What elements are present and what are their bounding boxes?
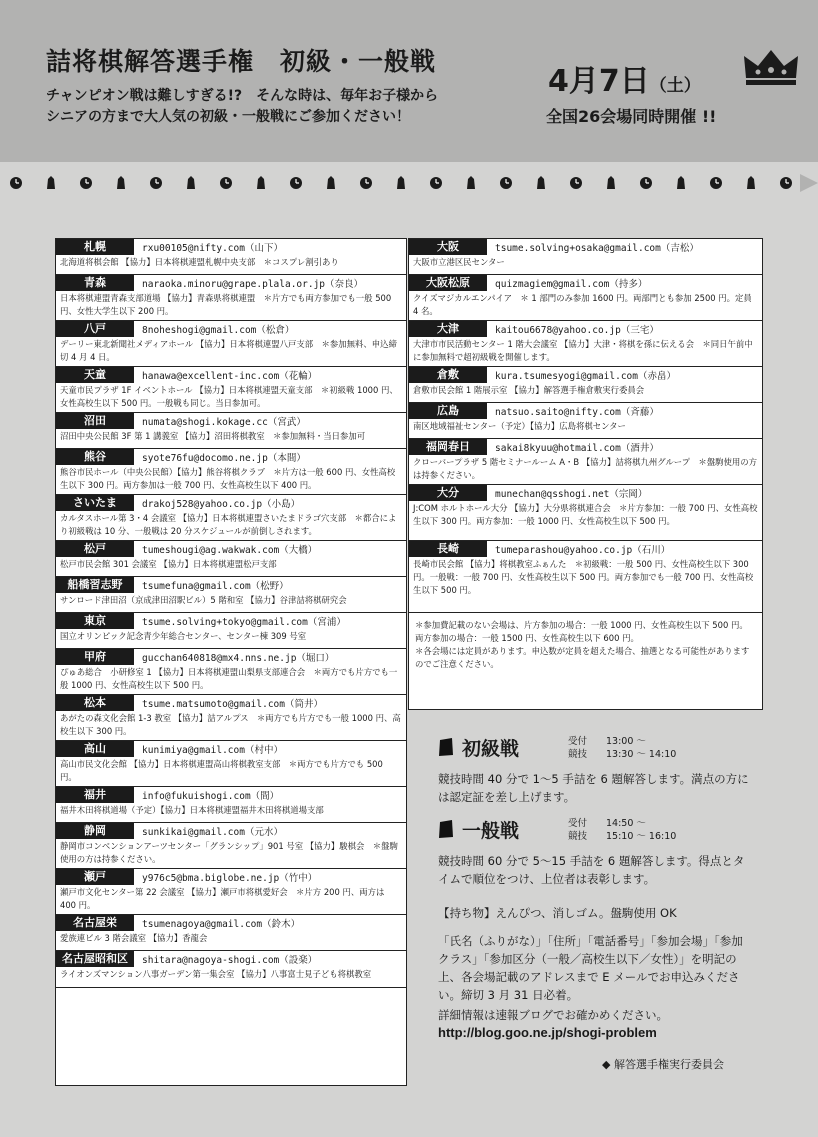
venue-row [409,321,762,367]
flag-icon [438,738,454,756]
beginner-competition: 競技 13:30 〜 14:10 [568,749,677,760]
venue-head [56,541,406,557]
pawn-icon [47,176,55,189]
general-competition: 競技 15:10 〜 16:10 [568,831,677,842]
more-info: 詳細情報は速報ブログでお確かめください。 [438,1008,668,1022]
venue-email[interactable]: drakoj528@yahoo.co.jp（小島） [142,499,301,510]
venue-city: 甲府 [56,649,134,665]
beginner-title: 初級戦 [462,738,520,760]
venue-head [56,495,406,511]
clock-strip [0,170,818,196]
venue-email[interactable]: info@fukuishogi.com（間） [142,791,280,802]
venue-detail: 瀬戸市文化センター第 22 会議室 【協力】瀬戸市将棋愛好会 ＊片方 200 円、両方は 400 円。 [60,887,385,910]
pawn-icon [747,176,755,189]
beginner-reception: 受付 13:00 〜 [568,736,646,747]
lead-text: チャンピオン戦は難しすぎる!? そんな時は、毎年お子様から シニアの方まで大人気の初級・一般戦にご参加ください！ [46,88,439,125]
venue-row [56,649,406,695]
venue-row [56,695,406,741]
pawn-icon [607,176,615,189]
venue-city: 瀬戸 [56,869,134,885]
venue-city: 船橋習志野 [56,577,134,593]
organizer [602,1056,724,1072]
venue-city: 福岡春日 [409,439,487,455]
venue-email[interactable]: hanawa@excellent-inc.com（花輪） [142,371,318,382]
venue-row [56,239,406,275]
venue-city: 静岡 [56,823,134,839]
venue-email[interactable]: naraoka.minoru@grape.plala.or.jp（奈良） [142,279,364,290]
venue-head [56,613,406,629]
blog-url[interactable]: http://blog.goo.ne.jp/shogi-problem [438,1025,657,1040]
venue-city: 広島 [409,403,487,419]
venue-email[interactable]: tsume.matsumoto@gmail.com（筒井） [142,699,323,710]
venue-head [409,239,762,255]
venue-head [56,649,406,665]
general-section [438,816,768,844]
venue-head [56,915,406,931]
venue-head [56,869,406,885]
venues-count: 全国26会場同時開催 !! [546,107,717,126]
event-date [548,56,701,100]
venue-email[interactable]: tsume.solving+osaka@gmail.com（吉松） [495,243,699,254]
venue-detail: 長崎市民会館 【協力】将棋教室ふぁんた ＊初級戦：一般 500 円、女性高校生以下 300 円。一般戦：一般 700 円、女性高校生以下 500 円。両方参加でも一般 700 円、女性高校生以下 500 円。 [413,559,754,595]
venue-email[interactable]: quizmagiem@gmail.com（持多） [495,279,648,290]
venue-table-right [408,238,763,710]
venue-detail: カルタスホール第 3・4 会議室 【協力】日本将棋連盟さいたまドラゴ穴支部 ＊都合により初級戦は 10 分、一般戦は 20 分スケジュールが前倒しされます。 [60,513,397,536]
venue-head [409,367,762,383]
venue-detail: 静岡市コンベンションアーツセンター「グランシップ」901 号室 【協力】駿棋会 ＊盤駒使用の方は持参ください。 [60,841,398,864]
venue-row [56,869,406,915]
pawn-icon [677,176,685,189]
venue-email[interactable]: 8noheshogi@gmail.com（松倉） [142,325,295,336]
venue-email[interactable]: natsuo.saito@nifty.com（斉藤） [495,407,659,418]
apply-instructions: 「氏名（ふりがな）」「住所」「電話番号」「参加会場」「参加クラス」「参加区分（一般／高校生以下／女性）」を明記の上、各会場記載のアドレスまで E メールでお申込みください。締切 3 月 31 日必着。 [438,934,743,1002]
venue-row [409,403,762,439]
venue-row [409,367,762,403]
venue-detail: 松戸市民会館 301 会議室 【協力】日本将棋連盟松戸支部 [60,559,277,569]
pawn-icon [117,176,125,189]
flag-icon [438,820,454,838]
venue-city: さいたま [56,495,134,511]
venue-row [409,275,762,321]
venue-detail: 愛族連ビル 3 階会議室 【協力】香龍会 [60,933,208,943]
venue-email[interactable]: kunimiya@gmail.com（村中） [142,745,283,756]
beginner-section [438,734,768,762]
venue-email[interactable]: sunkikai@gmail.com（元水） [142,827,283,838]
venue-head [56,577,406,593]
venue-detail: 沼田中央公民館 3F 第 1 講義室 【協力】沼田将棋教室 ＊参加無料・当日参加可 [60,431,366,441]
venue-head [56,275,406,291]
general-times [568,817,676,843]
venue-city: 八戸 [56,321,134,337]
venue-detail: 熊谷市民ホール（中央公民館）【協力】熊谷将棋クラブ ＊片方は一般 600 円、女性高校生以下 300 円。両方参加は一般 700 円、女性高校生以下 400 円。 [60,467,396,490]
venue-row [56,413,406,449]
venue-email[interactable]: syote76fu@docomo.ne.jp（本間） [142,453,306,464]
venue-email[interactable]: rxu00105@nifty.com（山下） [142,243,283,254]
venue-email[interactable]: shitara@nagoya-shogi.com（設楽） [142,955,318,966]
pawn-icon [467,176,475,189]
general-desc: 競技時間 60 分で 5〜15 手詰を 6 題解答します。得点とタイムで順位をつけ、上位者は表彰します。 [438,854,745,886]
venue-detail: 高山市民文化会館 【協力】日本将棋連盟高山将棋教室支部 ＊両方でも片方でも 500 円。 [60,759,383,782]
venue-detail: 日本将棋連盟青森支部道場 【協力】青森県将棋連盟 ＊片方でも両方参加でも一般 500 円、女性大学生以下 200 円。 [60,293,392,316]
venue-detail: 大津市市民活動センター 1 階大会議室 【協力】大津・将棋を孫に伝える会 ＊同日午前中に参加無料で超初級戦を開催します。 [413,339,753,362]
venue-row [409,485,762,541]
venue-row [56,613,406,649]
venue-head [409,485,762,501]
venue-row [56,823,406,869]
venue-detail: J:COM ホルトホール大分 【協力】大分県将棋連合会 ＊片方参加：一般 700 円、女性高校生以下 300 円。両方参加：一般 1000 円、女性高校生以下 500 円。 [413,503,758,526]
venue-row [56,321,406,367]
venue-detail: クローバープラザ 5 階セミナールーム A・B 【協力】詰将棋九州グループ ＊盤駒使用の方は持参ください。 [413,457,758,480]
venue-city: 長崎 [409,541,487,557]
venue-head [56,367,406,383]
venue-city: 松戸 [56,541,134,557]
venue-email[interactable]: tumeparashou@yahoo.co.jp（石川） [495,545,671,556]
flag-icon: ◆ [602,1058,614,1071]
venue-detail: 国立オリンピック記念青少年総合センター、センター棟 309 号室 [60,631,307,641]
venue-city: 名古屋昭和区 [56,951,134,967]
venue-head [409,321,762,337]
venue-head [56,239,406,255]
venue-detail: 大阪市立港区民センター [413,257,505,267]
venue-email[interactable]: y976c5@bma.biglobe.ne.jp（竹中） [142,873,318,884]
pawn-icon [257,176,265,189]
venue-email[interactable]: kaitou6678@yahoo.co.jp（三宅） [495,325,659,336]
info-panel [420,720,760,1090]
venue-row [56,449,406,495]
bring-items: 【持ち物】えんぴつ、消しゴム。盤駒使用 OK [438,906,677,920]
venue-email[interactable]: munechan@qsshogi.net（宗岡） [495,489,648,500]
venue-city: 松本 [56,695,134,711]
venue-detail: 福井木田将棋道場（予定）【協力】日本将棋連盟福井木田将棋道場支部 [60,805,324,815]
venue-row [56,951,406,988]
venue-email[interactable]: gucchan640818@mx4.nns.ne.jp（堀口） [142,653,335,664]
venue-row [56,915,406,951]
venue-city: 高山 [56,741,134,757]
venue-email[interactable]: tsume.solving+tokyo@gmail.com（宮浦） [142,617,346,628]
venue-row [56,741,406,787]
pencil-tip [800,174,818,192]
venue-detail: あがたの森文化会館 1-3 教室 【協力】詰アルプス ＊両方でも片方でも一般 1000 円、高校生以下 300 円。 [60,713,401,736]
date-day: （土） [649,76,701,96]
venue-row [409,541,762,613]
venue-head [56,951,406,967]
venue-email[interactable]: tumeshougi@ag.wakwak.com（大橋） [142,545,318,556]
venue-detail: 倉敷市民会館 1 階展示室 【協力】解答選手権倉敷実行委員会 [413,385,645,395]
venue-row [409,239,762,275]
venue-head [409,439,762,455]
venue-row [56,541,406,577]
venue-head [409,541,762,557]
venue-row [56,495,406,541]
venue-row [56,275,406,321]
venue-row [56,367,406,413]
date-main: 4月7日 [548,64,650,99]
venue-detail: ぴゅあ総合 小研修室 1 【協力】日本将棋連盟山梨県支部連合会 ＊両方でも片方でも一般 1000 円、女性高校生以下 500 円。 [60,667,398,690]
venue-head [56,741,406,757]
venue-city: 大津 [409,321,487,337]
venue-detail: デーリー東北新聞社メディアホール 【協力】日本将棋連盟八戸支部 ＊参加無料、申込締切 4 月 4 日。 [60,339,397,362]
fee-note: ＊参加費記載のない会場は、片方参加の場合：一般 1000 円、女性高校生以下 500 円。両方参加の場合：一般 1500 円、女性高校生以下 600 円。 ＊各会場には定員があります。申込数が定員を超えた場合、抽選となる可能性がありますのでご注意ください。 [415,620,750,669]
venue-city: 沼田 [56,413,134,429]
pawn-icon [537,176,545,189]
venue-email[interactable]: tsumefuna@gmail.com（松野） [142,581,289,592]
venue-city: 倉敷 [409,367,487,383]
venue-email[interactable]: kura.tsumesyogi@gmail.com（赤畠） [495,371,676,382]
venue-head [56,787,406,803]
venue-detail: ライオンズマンション八事ガーデン第一集会室 【協力】八事富士見子ども将棋教室 [60,969,372,979]
venue-head [56,413,406,429]
venue-head [409,275,762,291]
pawn-icon [327,176,335,189]
venue-detail: 天童市民プラザ 1F イベントホール 【協力】日本将棋連盟天童支部 ＊初級戦 1000 円、女性高校生以下 500 円。一般戦も同じ。当日参加可。 [60,385,398,408]
beginner-desc: 競技時間 40 分で 1〜5 手詰を 6 題解答します。満点の方には認定証を差し上げます。 [438,772,749,804]
venue-head [56,321,406,337]
venue-city: 青森 [56,275,134,291]
venue-city: 大分 [409,485,487,501]
venue-city: 熊谷 [56,449,134,465]
venue-head [409,403,762,419]
venue-head [56,695,406,711]
beginner-times [568,735,676,761]
venue-city: 札幌 [56,239,134,255]
venue-detail: 北海道将棋会館 【協力】日本将棋連盟札幌中央支部 ＊コスプレ割引あり [60,257,339,267]
venue-email[interactable]: numata@shogi.kokage.cc（宮武） [142,417,306,428]
organizer-name: 解答選手権実行委員会 [613,1058,724,1071]
venue-row [56,577,406,613]
general-reception: 受付 14:50 〜 [568,818,646,829]
venue-city: 名古屋栄 [56,915,134,931]
venue-city: 大阪松原 [409,275,487,291]
pawn-icon [187,176,195,189]
venue-table-left [55,238,407,1086]
venue-city: 天童 [56,367,134,383]
venue-detail: 南区地域福祉センター（予定）【協力】広島将棋センター [413,421,626,431]
venue-detail: クイズマジカルエンパイア ＊ 1 部門のみ参加 1600 円。両部門とも参加 2500 円。定員 4 名。 [413,293,752,316]
pawn-icon [397,176,405,189]
general-title: 一般戦 [462,820,520,842]
venue-city: 大阪 [409,239,487,255]
crown-icon [742,48,800,88]
venue-head [56,823,406,839]
venue-row [409,439,762,485]
venue-email[interactable]: sakai8kyuu@hotmail.com（酒井） [495,443,659,454]
venue-city: 東京 [56,613,134,629]
venue-email[interactable]: tsumenagoya@gmail.com（鈴木） [142,919,301,930]
page-title: 詰将棋解答選手権 初級・一般戦 [46,47,437,76]
venue-head [56,449,406,465]
venue-detail: サンロード津田沼（京成津田沼駅ビル）5 階和室 【協力】谷津詰将棋研究会 [60,595,347,605]
venue-city: 福井 [56,787,134,803]
venue-row [56,787,406,823]
